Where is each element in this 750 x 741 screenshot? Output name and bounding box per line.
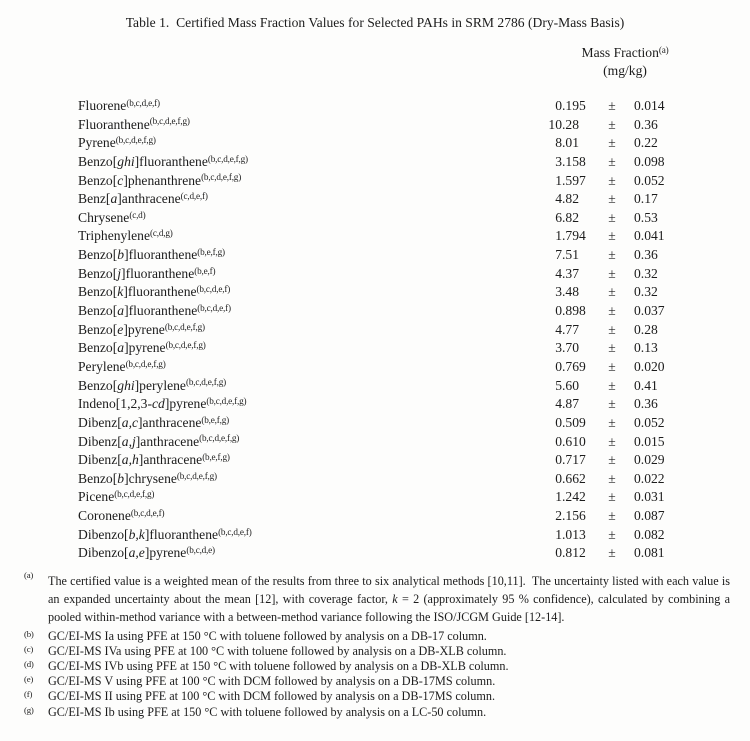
table-row — [78, 526, 718, 545]
compound-footnote-marker: (b,e,f) — [194, 265, 216, 276]
footnote-text: GC/EI-MS IVa using PFE at 100 °C with toluene followed by analysis on a DB-XLB column. — [48, 643, 507, 658]
table-row — [78, 433, 718, 452]
compound-footnote-marker: (c,d) — [129, 209, 146, 220]
footnote-text: GC/EI-MS V using PFE at 100 °C with DCM followed by analysis on a DB-17MS column. — [48, 674, 496, 689]
value-fraction: .597 — [562, 172, 586, 188]
plus-minus-sign: ± — [608, 228, 616, 244]
compound-name: Benzo[a]pyrene$^{(b,c,d,e,f,g)}$ — [78, 340, 206, 356]
plus-minus-sign: ± — [608, 433, 616, 449]
value-integer: 0 — [555, 98, 562, 113]
compound-footnote-marker: (b,c,d,e,f,g) — [114, 489, 155, 500]
table-row — [78, 470, 718, 489]
compound-footnote-marker: (b,c,d,e,f,g) — [164, 321, 205, 332]
footnote-marker: (g) — [24, 704, 34, 715]
value-integer: 1 — [555, 172, 562, 188]
value-fraction: .82 — [562, 209, 579, 225]
plus-minus-sign: ± — [608, 545, 616, 561]
compound-name: Dibenz[a,j]anthracene$^{(b,c,d,e,f,g)}$ — [78, 433, 240, 449]
table-row — [78, 395, 718, 414]
value-integer: 1 — [555, 526, 562, 542]
footnote-text: The certified value is a weighted mean of the results from three to six analytical methods [10,11]. The uncertainty listed with each value is an expanded uncertainty about the mean [12], with coverage factor, k = 2 (approximately 95 % confidence), calculated by combining a pooled within-method variance with a between-method variance following the ISO/JCGM Guide [12-14]. — [48, 574, 730, 625]
value-integer: 3 — [555, 284, 562, 300]
table-row — [78, 97, 718, 116]
compound-name: Dibenzo[b,k]fluoranthene$^{(b,c,d,e,f)}$ — [78, 526, 252, 542]
compound-name: Benz[a]anthracene$^{(c,d,e,f)}$ — [78, 191, 208, 207]
value-integer: 0 — [555, 452, 562, 468]
table-row — [78, 358, 718, 377]
uncertainty-value: 0.031 — [634, 489, 665, 505]
compound-footnote-marker: (c,d,g) — [150, 228, 173, 239]
value-fraction: .242 — [562, 489, 586, 505]
plus-minus-sign: ± — [608, 508, 616, 524]
compound-name: Benzo[c]phenanthrene$^{(b,c,d,e,f,g)}$ — [78, 172, 242, 188]
uncertainty-value: 0.052 — [634, 414, 665, 430]
table-row — [78, 544, 718, 563]
footnote-marker: (d) — [24, 659, 34, 670]
value-fraction: .610 — [562, 433, 586, 449]
plus-minus-sign: ± — [608, 247, 616, 263]
compound-name: Picene$^{(b,c,d,e,f,g)}$ — [78, 489, 155, 505]
value-integer: 4 — [555, 265, 562, 281]
compound-footnote-marker: (c,d,e,f) — [180, 191, 208, 202]
compound-name: Benzo[e]pyrene$^{(b,c,d,e,f,g)}$ — [78, 321, 205, 337]
value-fraction: .158 — [562, 153, 586, 169]
uncertainty-value: 0.36 — [634, 247, 658, 263]
header-footnote-marker: (a) — [658, 44, 669, 55]
data-table — [78, 97, 718, 563]
uncertainty-value: 0.13 — [634, 340, 658, 356]
table-row — [78, 321, 718, 340]
compound-footnote-marker: (b,e,f,g) — [201, 414, 229, 425]
uncertainty-value: 0.052 — [634, 172, 665, 188]
compound-footnote-marker: (b,c,d,e,f) — [130, 507, 165, 518]
footnote — [22, 659, 730, 674]
footnote-marker: (e) — [24, 674, 34, 685]
value-fraction: .37 — [562, 265, 579, 281]
uncertainty-value: 0.041 — [634, 228, 665, 244]
footnote-text: GC/EI-MS II using PFE at 100 °C with DCM followed by analysis on a DB-17MS column. — [48, 689, 496, 704]
value-fraction: .662 — [562, 470, 586, 486]
compound-name: Benzo[b]chrysene$^{(b,c,d,e,f,g)}$ — [78, 470, 217, 486]
compound-name: Benzo[j]fluoranthene$^{(b,e,f)}$ — [78, 265, 216, 281]
compound-footnote-marker: (b,e,f,g) — [197, 246, 225, 257]
footnote — [22, 674, 730, 689]
table-row — [78, 153, 718, 172]
footnote — [22, 572, 730, 627]
value-integer: 1 — [555, 489, 562, 505]
value-fraction: .156 — [562, 508, 586, 524]
footnote-text: GC/EI-MS Ib using PFE at 150 °C with toluene followed by analysis on a LC-50 column. — [48, 704, 487, 719]
value-fraction: .51 — [562, 247, 579, 263]
uncertainty-value: 0.17 — [634, 191, 658, 207]
value-integer: 6 — [555, 209, 562, 225]
mass-fraction-header — [535, 44, 715, 80]
value-integer: 8 — [555, 135, 562, 151]
value-integer: 4 — [555, 396, 562, 412]
uncertainty-value: 0.28 — [634, 321, 658, 337]
compound-name: Benzo[ghi]fluoranthene$^{(b,c,d,e,f,g)}$ — [78, 153, 248, 169]
compound-name: Benzo[b]fluoranthene$^{(b,e,f,g)}$ — [78, 246, 225, 263]
table-row — [78, 283, 718, 302]
uncertainty-value: 0.098 — [634, 153, 665, 169]
plus-minus-sign: ± — [608, 116, 616, 132]
compound-footnote-marker: (b,c,d,e,f,g) — [185, 377, 226, 388]
table-row — [78, 265, 718, 284]
compound-footnote-marker: (b,c,d,e,f,g) — [207, 153, 248, 164]
uncertainty-value: 0.32 — [634, 284, 658, 300]
plus-minus-sign: ± — [608, 526, 616, 542]
compound-name: Benzo[ghi]perylene$^{(b,c,d,e,f,g)}$ — [78, 377, 226, 393]
value-fraction: .769 — [562, 358, 586, 374]
compound-footnote-marker: (b,c,d,e,f,g) — [199, 433, 240, 444]
compound-footnote-marker: (b,c,d,e,f,g) — [176, 470, 217, 481]
value-fraction: .01 — [562, 135, 579, 151]
table-row — [78, 172, 718, 191]
mass-fraction-label — [535, 44, 715, 62]
compound-footnote-marker: (b,c,d,e,f) — [196, 284, 231, 295]
plus-minus-sign: ± — [608, 191, 616, 207]
compound-name: Pyrene$^{(b,c,d,e,f,g)}$ — [78, 135, 156, 151]
uncertainty-value: 0.022 — [634, 470, 665, 486]
compound-name: Coronene$^{(b,c,d,e,f)}$ — [78, 507, 165, 524]
compound-name: Chrysene$^{(c,d)}$ — [78, 209, 146, 225]
footnote — [22, 689, 730, 704]
plus-minus-sign: ± — [608, 396, 616, 412]
uncertainty-value: 0.081 — [634, 545, 665, 561]
value-integer: 4 — [555, 191, 562, 207]
value-integer: 5 — [555, 377, 562, 393]
plus-minus-sign: ± — [608, 135, 616, 151]
compound-footnote-marker: (b,e,f,g) — [202, 451, 230, 462]
value-integer: 0 — [555, 545, 562, 561]
compound-name: Triphenylene$^{(c,d,g)}$ — [78, 228, 173, 244]
plus-minus-sign: ± — [608, 414, 616, 430]
compound-footnote-marker: (b,c,d,e) — [186, 545, 215, 556]
table-row — [78, 302, 718, 321]
table-title: Table 1. Certified Mass Fraction Values for Selected PAHs in SRM 2786 (Dry-Mass Basis) — [125, 15, 625, 30]
footnote-marker: (a) — [24, 570, 34, 580]
compound-footnote-marker: (b,c,d,e,f,g) — [149, 116, 190, 127]
table-row — [78, 377, 718, 396]
value-integer: 0 — [555, 433, 562, 449]
unit-label: (mg/kg) — [603, 63, 647, 79]
uncertainty-value: 0.32 — [634, 265, 658, 281]
table-row — [78, 414, 718, 433]
table-row — [78, 451, 718, 470]
plus-minus-sign: ± — [608, 153, 616, 169]
uncertainty-value: 0.41 — [634, 377, 658, 393]
compound-footnote-marker: (b,c,d,e,f,g) — [206, 396, 247, 407]
compound-name: Benzo[k]fluoranthene$^{(b,c,d,e,f)}$ — [78, 284, 231, 300]
plus-minus-sign: ± — [608, 358, 616, 374]
value-integer: 0 — [555, 470, 562, 486]
value-integer: 3 — [555, 340, 562, 356]
compound-name: Dibenz[a,c]anthracene$^{(b,e,f,g)}$ — [78, 414, 229, 430]
plus-minus-sign: ± — [608, 265, 616, 281]
plus-minus-sign: ± — [608, 377, 616, 393]
compound-footnote-marker: (b,c,d,e,f,g) — [125, 358, 166, 369]
table-row — [78, 246, 718, 265]
value-fraction: .70 — [562, 340, 579, 356]
compound-footnote-marker: (b,c,d,e,f,g) — [201, 172, 242, 183]
compound-name: Dibenz[a,h]anthracene$^{(b,e,f,g)}$ — [78, 451, 230, 468]
value-integer: 4 — [555, 321, 562, 337]
footnote-marker: (b) — [24, 628, 34, 639]
plus-minus-sign: ± — [608, 321, 616, 337]
table-row — [78, 134, 718, 153]
value-fraction: .82 — [562, 191, 579, 207]
compound-name: Benzo[a]fluoranthene$^{(b,c,d,e,f)}$ — [78, 302, 231, 319]
plus-minus-sign: ± — [608, 489, 616, 505]
table-row — [78, 209, 718, 228]
uncertainty-value: 0.53 — [634, 209, 658, 225]
compound-footnote-marker: (b,c,d,e,f) — [126, 97, 160, 108]
plus-minus-sign: ± — [608, 172, 616, 188]
uncertainty-value: 0.015 — [634, 433, 665, 449]
value-fraction: .87 — [562, 396, 579, 412]
value-fraction: .717 — [562, 452, 586, 468]
value-integer: 0 — [555, 414, 562, 430]
table-row — [78, 190, 718, 209]
compound-name: Fluoranthene$^{(b,c,d,e,f,g)}$ — [78, 116, 190, 132]
value-fraction: .195 — [562, 98, 586, 113]
uncertainty-value: 0.36 — [634, 396, 658, 412]
table-row — [78, 339, 718, 358]
compound-footnote-marker: (b,c,d,e,f,g) — [115, 135, 156, 146]
footnote-marker: (f) — [24, 689, 33, 700]
value-fraction: .60 — [562, 377, 579, 393]
plus-minus-sign: ± — [608, 340, 616, 356]
table-row — [78, 488, 718, 507]
value-integer: 10 — [548, 116, 562, 132]
compound-name: Perylene$^{(b,c,d,e,f,g)}$ — [78, 358, 166, 374]
compound-name: Fluorene$^{(b,c,d,e,f)}$ — [78, 97, 160, 113]
plus-minus-sign: ± — [608, 209, 616, 225]
uncertainty-value: 0.029 — [634, 452, 665, 468]
value-fraction: .48 — [562, 284, 579, 300]
footnote — [22, 705, 730, 720]
value-fraction: .509 — [562, 414, 586, 430]
plus-minus-sign: ± — [608, 98, 616, 113]
uncertainty-value: 0.014 — [634, 98, 665, 113]
footnote — [22, 644, 730, 659]
plus-minus-sign: ± — [608, 470, 616, 486]
compound-footnote-marker: (b,c,d,e,f) — [218, 526, 252, 537]
header-label-text: Mass Fraction — [581, 45, 659, 60]
value-fraction: .013 — [562, 526, 586, 542]
value-fraction: .794 — [562, 228, 586, 244]
compound-name: Dibenzo[a,e]pyrene$^{(b,c,d,e)}$ — [78, 545, 215, 561]
value-integer: 1 — [555, 228, 562, 244]
uncertainty-value: 0.36 — [634, 116, 658, 132]
uncertainty-value: 0.082 — [634, 526, 665, 542]
uncertainty-value: 0.037 — [634, 303, 665, 319]
value-integer: 0 — [555, 358, 562, 374]
compound-footnote-marker: (b,c,d,e,f,g) — [165, 340, 206, 351]
compound-footnote-marker: (b,c,d,e,f) — [197, 302, 231, 313]
footnote — [22, 629, 730, 644]
value-fraction: .77 — [562, 321, 579, 337]
compound-name: Indeno[1,2,3-cd]pyrene$^{(b,c,d,e,f,g)}$ — [78, 396, 247, 412]
footnotes — [22, 572, 730, 720]
value-fraction: .28 — [562, 116, 579, 132]
footnote-marker: (c) — [24, 643, 34, 654]
value-integer: 2 — [555, 508, 562, 524]
value-integer: 0 — [555, 303, 562, 319]
uncertainty-value: 0.020 — [634, 358, 665, 374]
value-integer: 3 — [555, 153, 562, 169]
footnote-text: GC/EI-MS Ia using PFE at 150 °C with toluene followed by analysis on a DB-17 column. — [48, 628, 487, 643]
table-row — [78, 507, 718, 526]
plus-minus-sign: ± — [608, 303, 616, 319]
uncertainty-value: 0.22 — [634, 135, 658, 151]
uncertainty-value: 0.087 — [634, 508, 665, 524]
value-fraction: .812 — [562, 545, 586, 561]
value-integer: 7 — [555, 247, 562, 263]
footnote-text: GC/EI-MS IVb using PFE at 150 °C with toluene followed by analysis on a DB-XLB column. — [48, 659, 509, 674]
table-row — [78, 227, 718, 246]
plus-minus-sign: ± — [608, 284, 616, 300]
value-fraction: .898 — [562, 303, 586, 319]
plus-minus-sign: ± — [608, 452, 616, 468]
table-row — [78, 116, 718, 135]
